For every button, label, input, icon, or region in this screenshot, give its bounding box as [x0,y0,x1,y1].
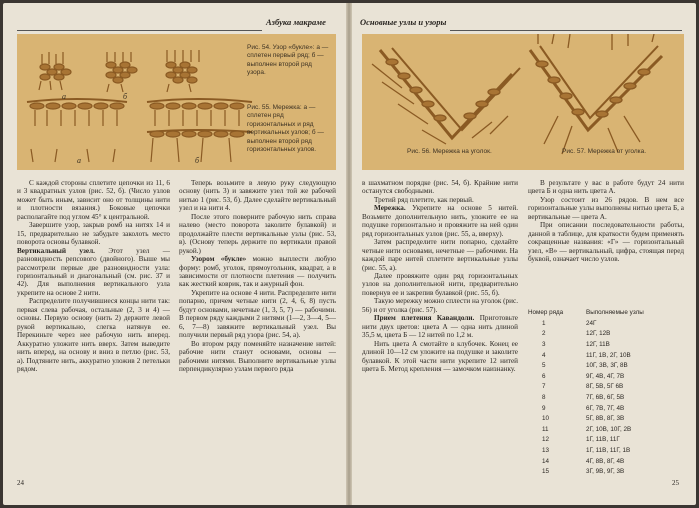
running-head-right: Основные узлы и узоры [360,17,447,27]
row-number-cell: 9 [542,404,546,412]
column-header: Номер ряда [528,309,564,316]
paragraph: Приготовьте нити двух цветов: цвета А — одна нить длиной 35,5 м, цвета Б — 12 нитей по 1,2 м. [362,314,518,340]
table-row [528,329,644,340]
paragraph: Укрепите на основе 4 нити. Распределите нити попарно, причем четные нити (2, 4, 6, 8) пусть будут основами, нечетные (1, 3, 5, 7) — рабочими. В первом ряду каждыми 2 нитями (1—2, 3—4, 5—6, 7—8) завяжите вертикальный узел. Вы получили первый ряд узора (рис. 54, а). [179,288,336,340]
table-row [528,413,644,424]
knots-cell: 9Г, 4В, 4Г, 7В [586,372,625,380]
figure-56-caption: Рис. 56. Мережка на уголок. [407,148,492,155]
knots-cell: 11Г, 1В, 2Г, 10В [586,351,631,359]
paragraph: Распределите получившиеся концы нити так: первая слева рабочая, остальные (2, 3 и 4) — основы. Первую основу (нить 2) держите левой рукой вертикально, слегка натянув ее. Перекиньте через нее рабочую нить вперед. Аккуратно уложите нить вверх. Затем выведите нить вперед, на основу и вниз в петлю (рис. 53, а). Подтяните нить, аккуратно уложив 2 петельки рядом. [17,297,170,373]
section-heading: Вертикальный узел. [17,246,95,255]
left-column-1 [17,179,170,373]
paragraph: Третий ряд плетите, как первый. [374,195,474,204]
page-number-left: 24 [17,479,24,487]
row-number-cell: 13 [542,446,550,454]
section-heading: Мережка. [374,204,406,213]
book-spread [3,3,696,505]
paragraph: Нить цвета А смотайте в клубочек. Конец ее длиной 10—12 см уложите на подушке и заколите булавкой. К этой части нити укрепите 12 нитей цвета Б. Метод крепления — замочком наизнанку. [362,339,518,373]
table-row [528,392,644,403]
knots-cell: 1Г, 11В, 11Г, 1В [586,446,631,454]
knots-cell: 7Г, 6В, 6Г, 5В [586,393,625,401]
table-row [528,424,644,435]
table-row [528,371,644,382]
row-number-cell: 12 [542,436,550,444]
right-column-2 [528,179,684,264]
paragraph: Укрепите на основе 5 нитей. Возьмите дополнительную нить, уложите ее на подушке горизонтально и провяжите на ней один ряд горизонтальных узлов (рис. 55, а, вверху). [362,204,519,238]
figure-label: а [77,156,81,165]
row-number-cell: 1 [542,319,546,327]
paragraph: Затем распределите нити попарно, сделайте четные нити основами, нечетные — рабочими. На каждой паре нитей сплетите вертикальные узлы (рис. 55, а). [362,238,518,272]
paragraph: В результате у вас в работе будут 24 нити цвета Б и одна нить цвета А. [528,179,684,196]
left-column-2 [179,179,336,373]
knots-cell: 1Г, 11В, 11Г [586,436,620,444]
right-column-1 [362,179,518,373]
row-number-cell: 14 [542,457,550,465]
table-row [528,382,644,393]
knots-cell: 4Г, 8В, 8Г, 4В [586,457,625,465]
row-number-cell: 6 [542,372,546,380]
paragraph: Теперь возьмите в левую руку следующую основу (нить 3) и завяжите узел той же рабочей нитью 1 (рис. 53, б). Далее сделайте вертикальный узел и на нити 4. [179,179,336,213]
knot-cluster-54b [106,52,137,92]
paragraph: С каждой стороны сплетите цепочки из 11, 6 и 3 квадратных узлов (рис. 52, б). (Число узлов может быть иным, зависит оно от толщины нити и плотности вязания.) Боковые цепочки располагайте под углом 45° к центральной. [17,179,170,221]
row-number-cell: 4 [542,351,546,359]
row-number-cell: 2 [542,330,546,338]
table-row [528,435,644,446]
paragraph: можно выплести любую форму: ромб, уголок, прямоугольник, квадрат, а в зависимости от плотности плетения — получить как жесткий коврик, так и ажурный фон. [179,255,336,289]
row-number-cell: 5 [542,362,546,370]
header-rule-right [450,30,682,31]
paragraph: Завершите узор, закрыв ромб на нитях 14 и 15, предварительно не забудьте заколоть место поворота основы булавкой. [17,221,170,247]
paragraph: Этот узел — разновидность репсового (двойного). Выше мы рассмотрели первые две разновидности узла: горизонтальный и диагональный (см. рис. 37 и 42). Для выполнения вертикального узла укрепите на основе 2 нити. [17,246,170,297]
figure-55-caption: Рис. 55. Мережка: а — сплетен ряд горизонтальных и ряд вертикальных узлов; б — выполнен второй ряд горизонтальных узлов. [247,104,324,154]
figure-54-55 [17,34,336,170]
section-heading: Прием плетения Кавандоли. [374,314,475,323]
knot-cluster-54a [39,52,71,90]
knots-cell: 24Г [586,319,597,327]
figure-57-caption: Рис. 57. Мережка от уголка. [562,148,647,155]
column-header: Выполняемые узлы [586,309,644,316]
knots-cell: 5Г, 8В, 8Г, 3В [586,415,625,423]
right-page [350,3,696,505]
table-row [528,318,644,329]
figure-label: б [123,92,128,101]
header-rule-left [17,30,262,31]
row-number-cell: 8 [542,393,546,401]
knots-cell: 3Г, 9В, 9Г, 3В [586,468,625,476]
figure-56-57 [362,34,684,170]
paragraph: При описании последовательности работы, данной в таблице, для краткости будем применять сокращенные названия: «Г» — горизонтальный узел, «В» — вертикальный, цифра, стоящая перед буквой, означает число узлов. [528,221,684,264]
knots-cell: 6Г, 7В, 7Г, 4В [586,404,625,412]
row-number-cell: 15 [542,468,550,476]
left-page [3,3,348,505]
table-row [528,350,644,361]
knots-cell: 10Г, 3В, 3Г, 8В [586,362,628,370]
page-number-right: 25 [672,479,679,487]
section-heading: Узором «букле» [191,255,247,264]
mesh-v-57 [530,34,662,154]
table-body [528,318,644,477]
knots-cell: 8Г, 5В, 5Г 6В [586,383,624,391]
knots-cell: 2Г, 10В, 10Г, 2В [586,425,632,433]
table-row [528,445,644,456]
row-number-cell: 11 [542,425,549,433]
knots-cell: 12Г, 12В [586,330,611,338]
figure-label: б [195,156,200,165]
knots-cell: 12Г, 11В [586,340,610,348]
running-head-left: Азбука макраме [266,17,326,27]
table-row [528,403,644,414]
knot-table [528,309,684,477]
table-row [528,456,644,467]
mesh-band-55a [27,99,127,162]
paragraph: Узор состоит из 26 рядов. В нем все горизонтальные узлы выполнены нитью цвета Б, а вертикальные — цвета А. [528,195,684,221]
row-number-cell: 7 [542,383,546,391]
figure-label: а [62,92,66,101]
paragraph: После этого поверните рабочую нить справа налево (место поворота заколите булавкой) и продолжайте плести вертикальные узлы (рис. 53, в). (Основу теперь держите по вертикали правой рукой.) [179,212,336,255]
table-header [528,309,644,318]
paragraph: Такую мережку можно сплести на уголок (рис. 56) и от уголка (рис. 57). [362,297,518,314]
table-row [528,339,644,350]
rows-table [528,309,644,477]
knot-cluster-54c [166,50,199,92]
mesh-band-55b [147,99,252,162]
paragraph: в шахматном порядке (рис. 54, б). Крайние нити останутся свободными. [362,179,518,196]
paragraph: Далее провяжите один ряд горизонтальных узлов на дополнительной нити, предварительно повернув ее и закрепив булавкой (рис. 55, б). [362,271,518,297]
table-row [528,466,644,477]
row-number-cell: 10 [542,415,550,423]
paragraph: Во втором ряду поменяйте назначение нитей: рабочие нити станут основами, основы — рабочими нитями. Выполните вертикальные узлы перпендикулярно узлам первого ряда [179,339,336,373]
table-row [528,360,644,371]
figure-54-caption: Рис. 54. Узор «букле»: а — сплетен первый ряд; б — выполнен второй ряд узора. [247,44,329,77]
mesh-v-56 [372,48,520,144]
row-number-cell: 3 [542,340,546,348]
